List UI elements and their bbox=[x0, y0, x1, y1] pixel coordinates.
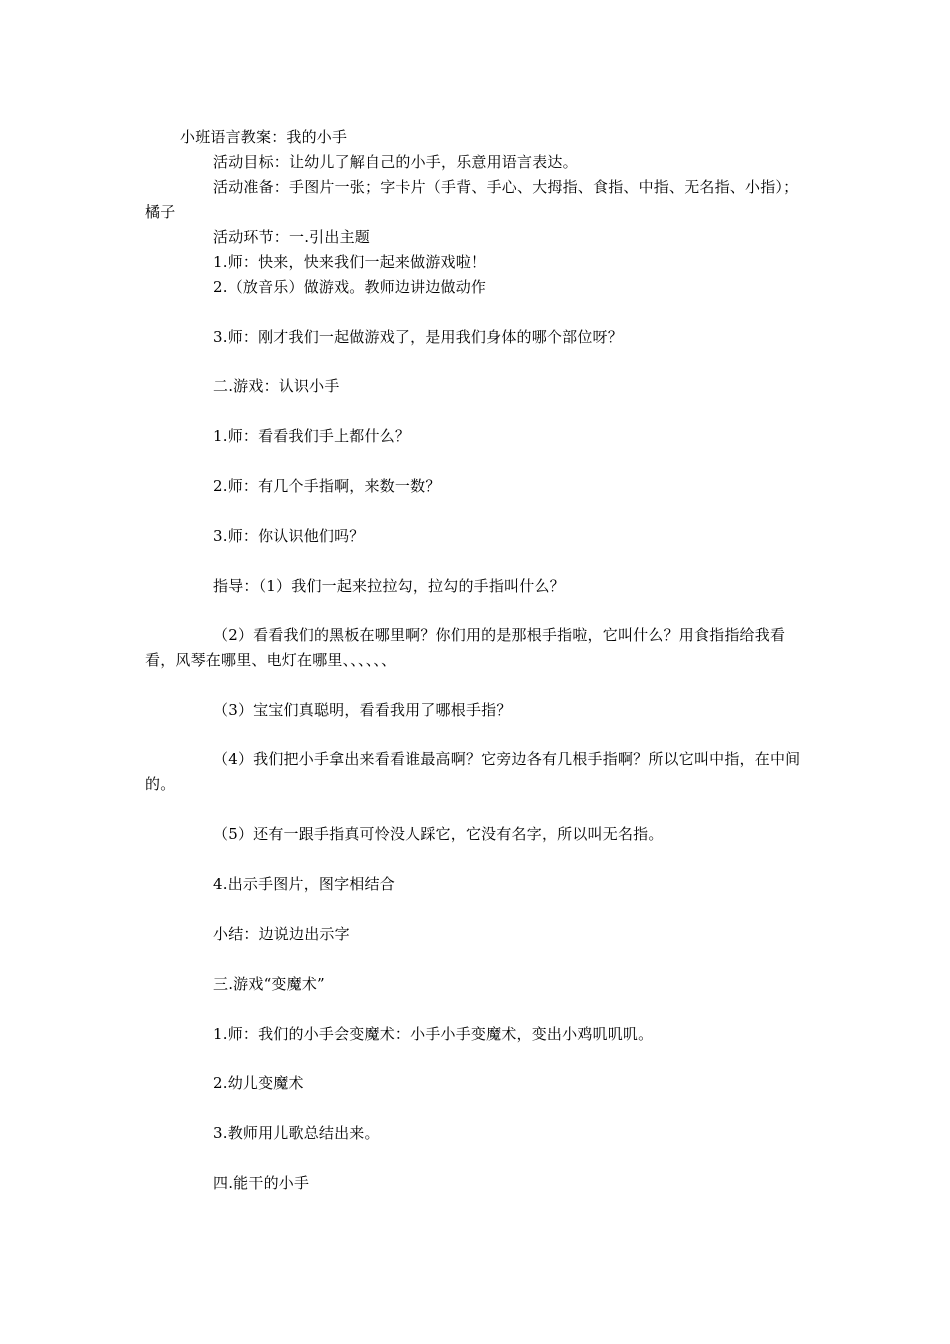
paragraph-steps-heading: 活动环节：一.引出主题 bbox=[213, 228, 370, 246]
paragraph: 1.师：看看我们手上都什么？ bbox=[213, 427, 411, 445]
paragraph: 指导：（1）我们一起来拉拉勾，拉勾的手指叫什么？ bbox=[213, 577, 565, 595]
paragraph: 2.（放音乐）做游戏。教师边讲边做动作 bbox=[213, 278, 487, 296]
paragraph: 2.师：有几个手指啊，来数一数？ bbox=[213, 477, 441, 495]
section-heading: 二.游戏：认识小手 bbox=[213, 377, 340, 395]
section-heading: 四.能干的小手 bbox=[213, 1174, 310, 1192]
document-title: 小班语言教案：我的小手 bbox=[180, 128, 348, 146]
paragraph-wrapped: （4）我们把小手拿出来看看谁最高啊？它旁边各有几根手指啊？所以它叫中指，在中间的。 bbox=[145, 750, 801, 793]
paragraph: 3.教师用儿歌总结出来。 bbox=[213, 1124, 380, 1142]
section-heading: 三.游戏“变魔术” bbox=[213, 975, 325, 993]
paragraph-preparation: 活动准备：手图片一张；字卡片（手背、手心、大拇指、食指、中指、无名指、小指）；橘子 bbox=[145, 178, 799, 221]
paragraph: 3.师：刚才我们一起做游戏了，是用我们身体的哪个部位呀？ bbox=[213, 328, 623, 346]
paragraph: 1.师：快来，快来我们一起来做游戏啦！ bbox=[213, 253, 487, 271]
paragraph-wrapped: （2）看看我们的黑板在哪里啊？你们用的是那根手指啦，它叫什么？用食指指给我看看，风琴在哪里、电灯在哪里、、、、、、 bbox=[145, 626, 786, 669]
paragraph: 2.幼儿变魔术 bbox=[213, 1074, 304, 1092]
paragraph: 1.师：我们的小手会变魔术：小手小手变魔术，变出小鸡叽叽叽。 bbox=[213, 1025, 654, 1043]
paragraph: 4.出示手图片，图字相结合 bbox=[213, 875, 395, 893]
paragraph: 小结：边说边出示字 bbox=[213, 925, 350, 943]
paragraph-goal: 活动目标：让幼儿了解自己的小手，乐意用语言表达。 bbox=[213, 153, 578, 171]
paragraph: （5）还有一跟手指真可怜没人踩它，它没有名字，所以叫无名指。 bbox=[213, 825, 664, 843]
paragraph: （3）宝宝们真聪明，看看我用了哪根手指？ bbox=[213, 701, 512, 719]
paragraph: 3.师：你认识他们吗？ bbox=[213, 527, 365, 545]
